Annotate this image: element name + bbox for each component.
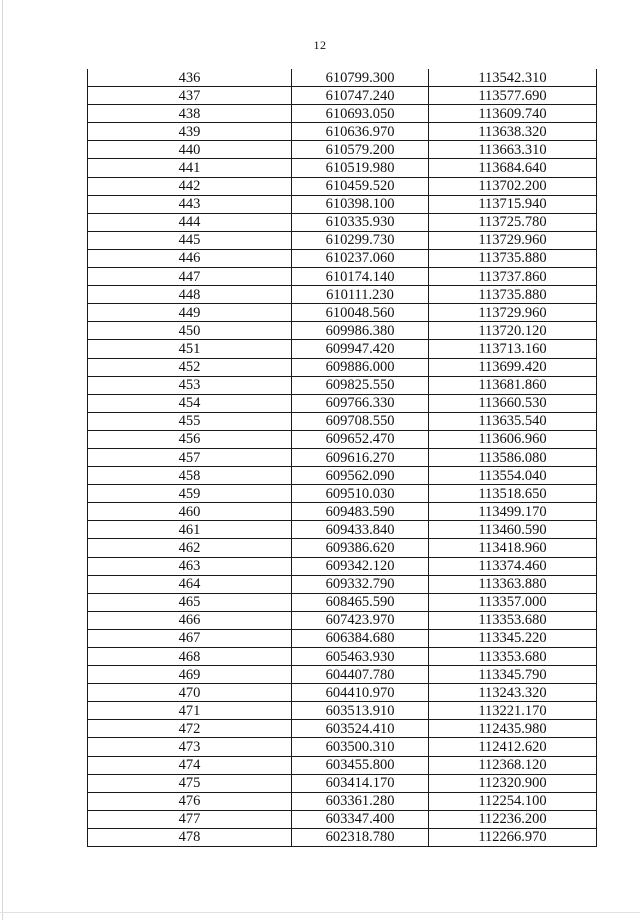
y-coordinate-cell: 113374.460 (429, 557, 597, 575)
point-number-cell: 447 (88, 268, 292, 286)
point-number-cell: 476 (88, 792, 292, 810)
y-coordinate-cell: 113729.960 (429, 304, 597, 322)
scan-edge-bottom (0, 912, 640, 913)
x-coordinate-cell: 609332.790 (292, 575, 429, 593)
point-number-cell: 453 (88, 376, 292, 394)
x-coordinate-cell: 610111.230 (292, 286, 429, 304)
point-number-cell: 474 (88, 756, 292, 774)
scan-edge-left (2, 0, 3, 920)
y-coordinate-cell: 113638.320 (429, 123, 597, 141)
table-row (88, 810, 597, 828)
table-row (88, 467, 597, 485)
point-number-cell: 470 (88, 684, 292, 702)
coordinates-table (87, 69, 597, 847)
point-number-cell: 443 (88, 195, 292, 213)
point-number-cell: 455 (88, 412, 292, 430)
table-row (88, 792, 597, 810)
point-number-cell: 465 (88, 593, 292, 611)
point-number-cell: 456 (88, 430, 292, 448)
table-row (88, 322, 597, 340)
y-coordinate-cell: 113586.080 (429, 448, 597, 466)
coordinates-table-body (88, 69, 597, 847)
table-row (88, 340, 597, 358)
table-row (88, 268, 597, 286)
table-row (88, 105, 597, 123)
x-coordinate-cell: 604410.970 (292, 684, 429, 702)
point-number-cell: 471 (88, 702, 292, 720)
x-coordinate-cell: 603513.910 (292, 702, 429, 720)
y-coordinate-cell: 113357.000 (429, 593, 597, 611)
x-coordinate-cell: 610519.980 (292, 159, 429, 177)
x-coordinate-cell: 609986.380 (292, 322, 429, 340)
table-row (88, 231, 597, 249)
point-number-cell: 450 (88, 322, 292, 340)
y-coordinate-cell: 113542.310 (429, 69, 597, 87)
point-number-cell: 448 (88, 286, 292, 304)
page-number: 12 (313, 38, 327, 52)
x-coordinate-cell: 609433.840 (292, 521, 429, 539)
point-number-cell: 459 (88, 485, 292, 503)
table-row (88, 503, 597, 521)
x-coordinate-cell: 610335.930 (292, 213, 429, 231)
x-coordinate-cell: 610459.520 (292, 177, 429, 195)
x-coordinate-cell: 609342.120 (292, 557, 429, 575)
y-coordinate-cell: 113737.860 (429, 268, 597, 286)
x-coordinate-cell: 604407.780 (292, 666, 429, 684)
table-row (88, 684, 597, 702)
y-coordinate-cell: 113663.310 (429, 141, 597, 159)
table-row (88, 557, 597, 575)
x-coordinate-cell: 603414.170 (292, 774, 429, 792)
x-coordinate-cell: 603455.800 (292, 756, 429, 774)
y-coordinate-cell: 113363.880 (429, 575, 597, 593)
table-row (88, 521, 597, 539)
x-coordinate-cell: 610299.730 (292, 231, 429, 249)
table-row (88, 412, 597, 430)
y-coordinate-cell: 113353.680 (429, 611, 597, 629)
y-coordinate-cell: 113460.590 (429, 521, 597, 539)
point-number-cell: 442 (88, 177, 292, 195)
table-row (88, 286, 597, 304)
table-row (88, 702, 597, 720)
x-coordinate-cell: 609825.550 (292, 376, 429, 394)
point-number-cell: 463 (88, 557, 292, 575)
y-coordinate-cell: 112368.120 (429, 756, 597, 774)
x-coordinate-cell: 609886.000 (292, 358, 429, 376)
x-coordinate-cell: 607423.970 (292, 611, 429, 629)
table-row (88, 756, 597, 774)
table-row (88, 141, 597, 159)
x-coordinate-cell: 609616.270 (292, 448, 429, 466)
point-number-cell: 458 (88, 467, 292, 485)
x-coordinate-cell: 610636.970 (292, 123, 429, 141)
y-coordinate-cell: 113499.170 (429, 503, 597, 521)
x-coordinate-cell: 605463.930 (292, 648, 429, 666)
point-number-cell: 452 (88, 358, 292, 376)
y-coordinate-cell: 113660.530 (429, 394, 597, 412)
y-coordinate-cell: 112266.970 (429, 828, 597, 846)
y-coordinate-cell: 113221.170 (429, 702, 597, 720)
x-coordinate-cell: 608465.590 (292, 593, 429, 611)
y-coordinate-cell: 113243.320 (429, 684, 597, 702)
point-number-cell: 472 (88, 720, 292, 738)
x-coordinate-cell: 609562.090 (292, 467, 429, 485)
y-coordinate-cell: 113735.880 (429, 249, 597, 267)
point-number-cell: 449 (88, 304, 292, 322)
point-number-cell: 451 (88, 340, 292, 358)
point-number-cell: 462 (88, 539, 292, 557)
point-number-cell: 464 (88, 575, 292, 593)
x-coordinate-cell: 603347.400 (292, 810, 429, 828)
table-row (88, 611, 597, 629)
x-coordinate-cell: 609510.030 (292, 485, 429, 503)
table-row (88, 177, 597, 195)
x-coordinate-cell: 609652.470 (292, 430, 429, 448)
point-number-cell: 473 (88, 738, 292, 756)
y-coordinate-cell: 113345.790 (429, 666, 597, 684)
point-number-cell: 478 (88, 828, 292, 846)
y-coordinate-cell: 113729.960 (429, 231, 597, 249)
point-number-cell: 444 (88, 213, 292, 231)
point-number-cell: 466 (88, 611, 292, 629)
x-coordinate-cell: 610799.300 (292, 69, 429, 87)
y-coordinate-cell: 113635.540 (429, 412, 597, 430)
y-coordinate-cell: 112254.100 (429, 792, 597, 810)
table-row (88, 159, 597, 177)
x-coordinate-cell: 610579.200 (292, 141, 429, 159)
x-coordinate-cell: 609766.330 (292, 394, 429, 412)
point-number-cell: 469 (88, 666, 292, 684)
x-coordinate-cell: 610693.050 (292, 105, 429, 123)
table-row (88, 394, 597, 412)
x-coordinate-cell: 603524.410 (292, 720, 429, 738)
y-coordinate-cell: 113702.200 (429, 177, 597, 195)
table-row (88, 430, 597, 448)
table-row (88, 720, 597, 738)
x-coordinate-cell: 609483.590 (292, 503, 429, 521)
x-coordinate-cell: 610174.140 (292, 268, 429, 286)
point-number-cell: 477 (88, 810, 292, 828)
x-coordinate-cell: 602318.780 (292, 828, 429, 846)
y-coordinate-cell: 113606.960 (429, 430, 597, 448)
y-coordinate-cell: 113713.160 (429, 340, 597, 358)
y-coordinate-cell: 112236.200 (429, 810, 597, 828)
table-row (88, 648, 597, 666)
point-number-cell: 440 (88, 141, 292, 159)
table-row (88, 249, 597, 267)
table-row (88, 376, 597, 394)
table-row (88, 358, 597, 376)
x-coordinate-cell: 609708.550 (292, 412, 429, 430)
y-coordinate-cell: 113554.040 (429, 467, 597, 485)
x-coordinate-cell: 610398.100 (292, 195, 429, 213)
y-coordinate-cell: 112320.900 (429, 774, 597, 792)
y-coordinate-cell: 113715.940 (429, 195, 597, 213)
y-coordinate-cell: 113577.690 (429, 87, 597, 105)
y-coordinate-cell: 113418.960 (429, 539, 597, 557)
y-coordinate-cell: 113518.650 (429, 485, 597, 503)
table-row (88, 448, 597, 466)
point-number-cell: 436 (88, 69, 292, 87)
x-coordinate-cell: 609386.620 (292, 539, 429, 557)
table-row (88, 666, 597, 684)
x-coordinate-cell: 610237.060 (292, 249, 429, 267)
table-row (88, 629, 597, 647)
point-number-cell: 467 (88, 629, 292, 647)
y-coordinate-cell: 113345.220 (429, 629, 597, 647)
y-coordinate-cell: 113609.740 (429, 105, 597, 123)
point-number-cell: 438 (88, 105, 292, 123)
y-coordinate-cell: 112435.980 (429, 720, 597, 738)
table-row (88, 195, 597, 213)
point-number-cell: 475 (88, 774, 292, 792)
point-number-cell: 439 (88, 123, 292, 141)
x-coordinate-cell: 610747.240 (292, 87, 429, 105)
x-coordinate-cell: 609947.420 (292, 340, 429, 358)
y-coordinate-cell: 113725.780 (429, 213, 597, 231)
point-number-cell: 437 (88, 87, 292, 105)
table-row (88, 828, 597, 846)
table-row (88, 774, 597, 792)
y-coordinate-cell: 113720.120 (429, 322, 597, 340)
table-row (88, 485, 597, 503)
point-number-cell: 441 (88, 159, 292, 177)
point-number-cell: 460 (88, 503, 292, 521)
point-number-cell: 454 (88, 394, 292, 412)
point-number-cell: 461 (88, 521, 292, 539)
x-coordinate-cell: 606384.680 (292, 629, 429, 647)
table-row (88, 304, 597, 322)
point-number-cell: 446 (88, 249, 292, 267)
y-coordinate-cell: 113681.860 (429, 376, 597, 394)
table-row (88, 593, 597, 611)
table-row (88, 539, 597, 557)
table-row (88, 123, 597, 141)
y-coordinate-cell: 112412.620 (429, 738, 597, 756)
x-coordinate-cell: 603500.310 (292, 738, 429, 756)
point-number-cell: 457 (88, 448, 292, 466)
x-coordinate-cell: 603361.280 (292, 792, 429, 810)
x-coordinate-cell: 610048.560 (292, 304, 429, 322)
y-coordinate-cell: 113699.420 (429, 358, 597, 376)
table-row (88, 213, 597, 231)
y-coordinate-cell: 113684.640 (429, 159, 597, 177)
table-row (88, 738, 597, 756)
y-coordinate-cell: 113735.880 (429, 286, 597, 304)
table-row (88, 69, 597, 87)
y-coordinate-cell: 113353.680 (429, 648, 597, 666)
table-row (88, 87, 597, 105)
point-number-cell: 445 (88, 231, 292, 249)
point-number-cell: 468 (88, 648, 292, 666)
table-row (88, 575, 597, 593)
